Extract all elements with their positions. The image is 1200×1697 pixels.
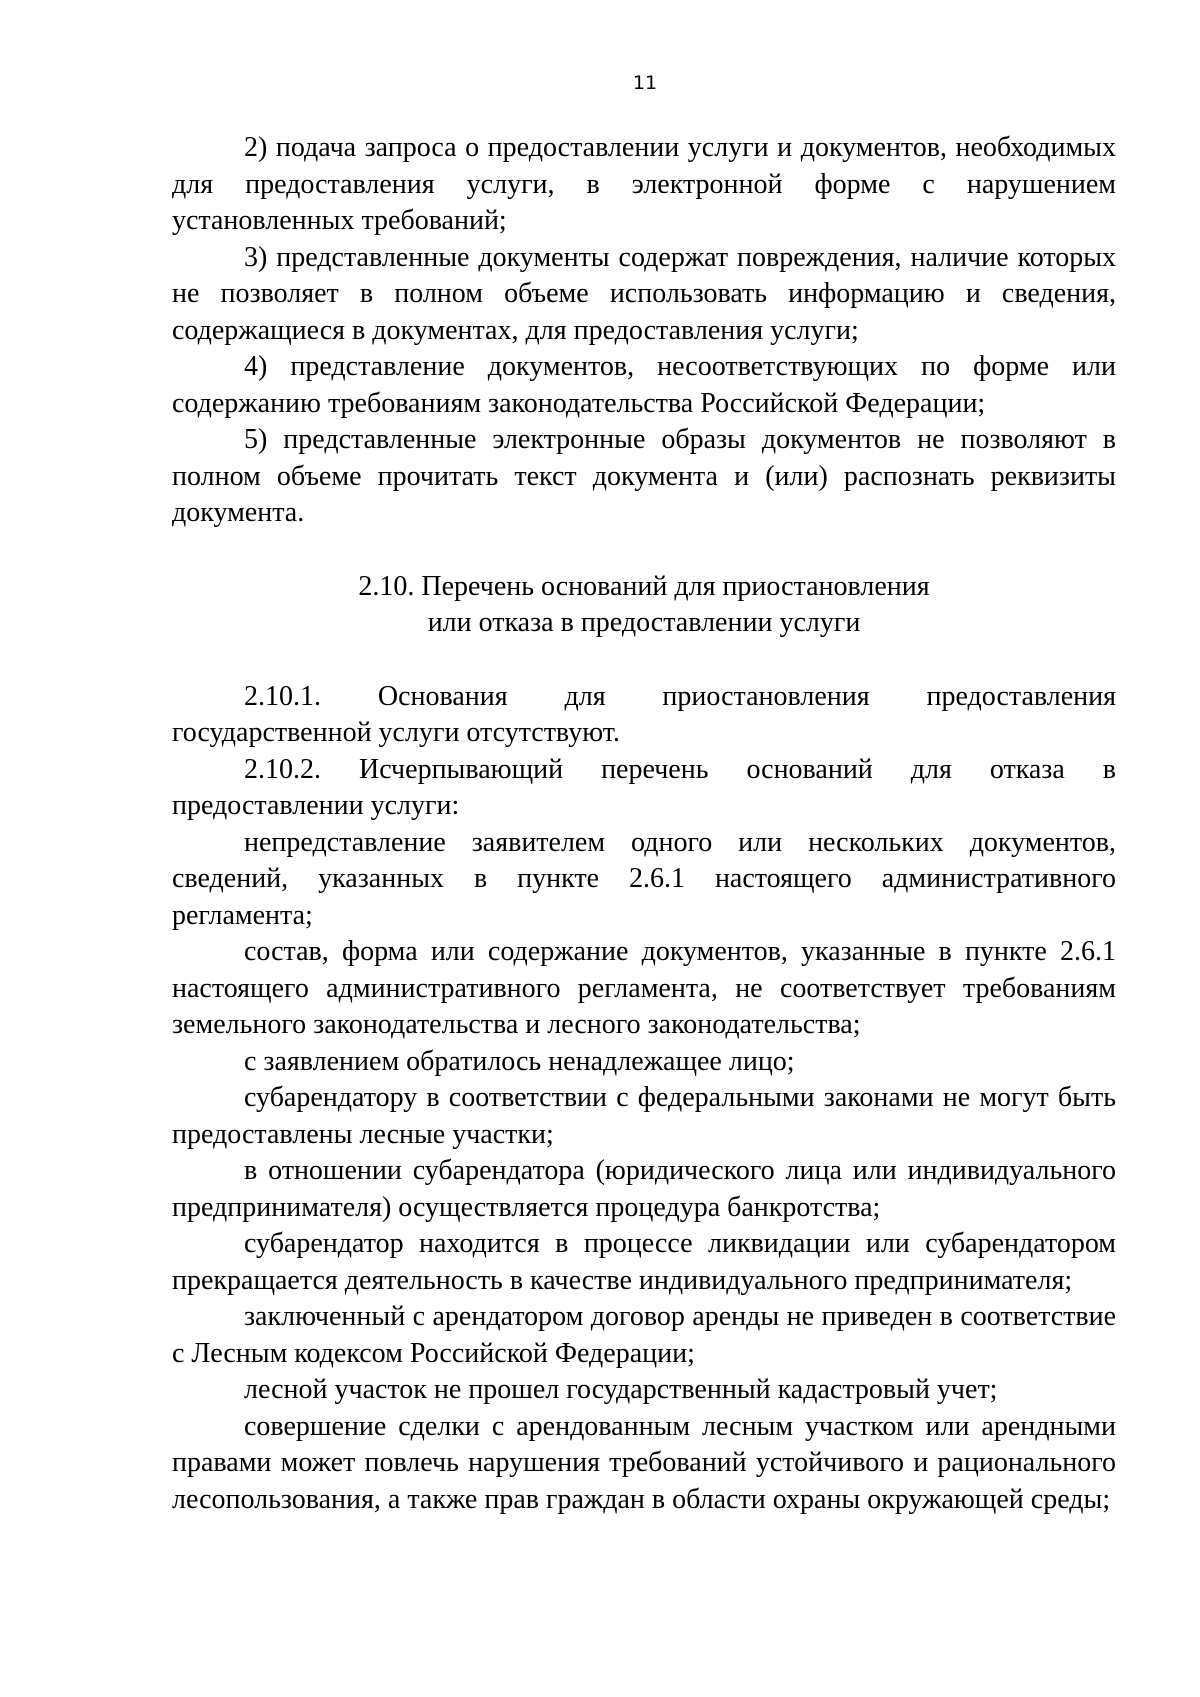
refusal-ground-missing-documents: непредставление заявителем одного или нескольких документов, сведений, указанных в пункте 2.6.1 настоящего административного регламента; <box>172 826 1116 931</box>
refusal-ground-improper-applicant: с заявлением обратилось ненадлежащее лицо; <box>244 1045 795 1077</box>
refusal-ground-sustainability: совершение сделки с арендованным лесным участком или арендными правами может повлечь нарушения требований устойчивого и рационального лесопользования, а также прав граждан в области охраны окружающей среды; <box>172 1410 1116 1515</box>
section-heading <box>172 569 1116 642</box>
refusal-ground-lease-contract: заключенный с арендатором договор аренды не приведен в соответствие с Лесным кодексом Российской Федерации; <box>172 1301 1116 1369</box>
refusal-ground-federal-law: субарендатору в соответствии с федеральными законами не могут быть предоставлены лесные участки; <box>172 1082 1116 1150</box>
paragraph-2-10-2: 2.10.2. Исчерпывающий перечень оснований для отказа в предоставлении услуги: <box>172 753 1116 821</box>
section-heading-line-2: или отказа в предоставлении услуги <box>427 607 861 638</box>
page-number: 11 <box>632 72 658 94</box>
refusal-ground-liquidation: субарендатор находится в процессе ликвидации или субарендатором прекращается деятельность в качестве индивидуального предпринимателя; <box>172 1228 1116 1296</box>
refusal-ground-noncompliant-documents: состав, форма или содержание документов, указанные в пункте 2.6.1 настоящего административного регламента, не соответствует требованиям земельного законодательства и лесного законодательства; <box>172 936 1116 1040</box>
paragraph-item-2: 2) подача запроса о предоставлении услуги и документов, необходимых для предоставления услуги, в электронной форме с нарушением установленных требований; <box>172 132 1116 236</box>
paragraph-item-3: 3) представленные документы содержат повреждения, наличие которых не позволяет в полном объеме использовать информацию и сведения, содержащиеся в документах, для предоставления услуги; <box>172 241 1116 346</box>
paragraph-2-10-1: 2.10.1. Основания для приостановления предоставления государственной услуги отсутствуют. <box>172 680 1116 748</box>
paragraph-item-5: 5) представленные электронные образы документов не позволяют в полном объеме прочитать текст документа и (или) распознать реквизиты документа. <box>172 424 1116 528</box>
paragraph-item-4: 4) представление документов, несоответствующих по форме или содержанию требованиям законодательства Российской Федерации; <box>172 351 1116 419</box>
document-body <box>172 130 1116 1518</box>
refusal-ground-bankruptcy: в отношении субарендатора (юридического лица или индивидуального предпринимателя) осуществляется процедура банкротства; <box>172 1155 1116 1223</box>
refusal-ground-cadastral: лесной участок не прошел государственный кадастровый учет; <box>244 1374 998 1405</box>
section-heading-line-1: 2.10. Перечень оснований для приостановления <box>358 570 930 602</box>
